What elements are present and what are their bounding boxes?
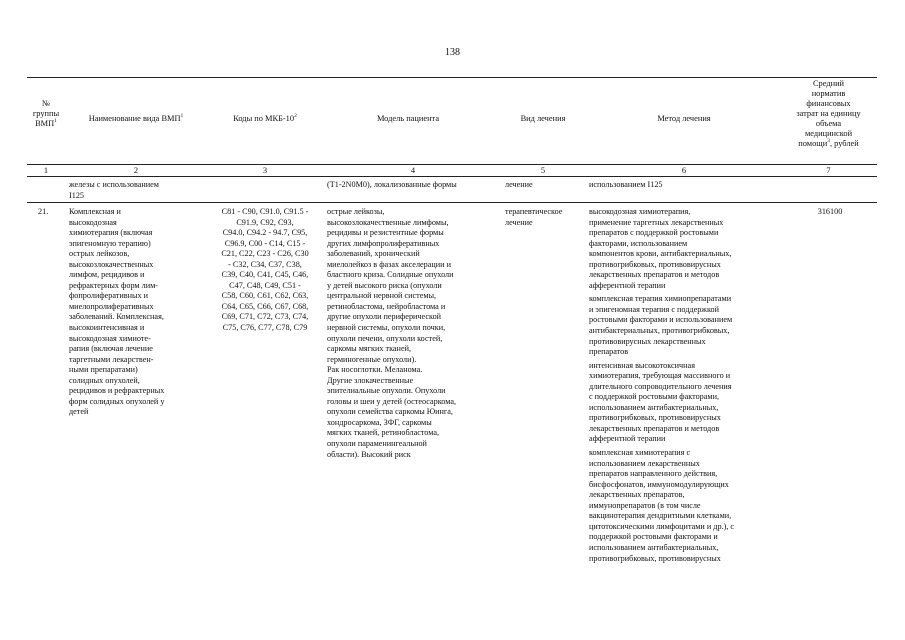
header-group-number-line2: группы [32,109,60,118]
header-mkb-codes: Коды по МКБ-$10^2$ [233,113,297,123]
header-patient-model: Модель пациента [376,114,440,123]
treatment-method-3: интенсивная высокотоксичная химиотерапия, требующая массивного и длительного сопроводительного лечения с поддержкой ростовыми факторами, использованием антибактериальных, противогрибковых, противовирусных лекарственных препаратов и методов афферентной терапии [589,360,732,444]
header-treatment-type: Вид лечения [520,114,566,123]
treatment-method-1: высокодозная химиотерапия, применение таргетных лекарственных препаратов с поддержкой ростовыми факторами, использованием компонентов крови, антибактериальных, противогрибковых, противовирусных лекарственных препаратов и методов афферентной терапии [589,207,732,290]
column-number-6: 6 [681,166,687,175]
row21-norm-cost: 316100 [817,207,843,216]
header-group-number [27,99,65,129]
column-number-4: 4 [410,166,416,175]
treatment-method-4: комплексная химиотерапия с использованием лекарственных препаратов направленного действия, бисфосфонатов, иммуномодулирующих лекарственных препаратов, иммунопрепаратов (в том числе вакцинотерапия дендритными клетками, цитотоксическими лимфоцитами и др.), с поддержкой ростовыми факторами и использованием антибактериальных, противогрибковых, противовирусных [589,448,735,563]
header-vmp-name: Наименование вида ВМП$^1$ [88,113,184,123]
row21-vmp-name: Комплексная и высокодозная химиотерапия (включая эпигеномную терапию) острых лейкозов, высокозлокачественных лимфом, рецидивов и рефрактерных форм лим- фопролиферативных и миелопролиферативных заболеваний. Комплексная, высокоинтенсивная и высокодозная химиоте- рапия (включая лечение таргетными лекарствен- ными препаратами) солидных опухолей, рецидивов и рефрактерных форм солидных опухолей у детей [69,207,165,417]
column-number-3: 3 [262,166,268,175]
column-number-2: 2 [133,166,139,175]
row-separator [27,202,877,203]
continuation-treatment-type: лечение [505,180,533,189]
row21-group-number: 21. [38,207,49,216]
column-number-7: 7 [826,166,831,175]
header-bottom-rule [27,164,877,165]
page-number: 138 [445,47,460,58]
header-norm-cost: Средний норматив финансовых затрат на единицу объема медицинской помощи$^3$, рублей [796,79,861,148]
table-top-rule [27,77,877,78]
continuation-treatment-method: использованием I125 [589,180,663,189]
row21-treatment-methods [589,207,783,567]
treatment-method-2: комплексная терапия химиопрепаратами и эпигеномная терапия с поддержкой ростовыми факторами и использованием антибактериальных, противогрибковых, противовирусных лекарственных препаратов [589,294,733,357]
row21-mkb-codes: C81 - C90, C91.0, C91.5 - C91.9, C92, C93, C94.0, C94.2 - 94.7, C95, C96.9, C00 - C14, C15 - C21, C22, C23 - C26, C30 - C32, C34, C37, C38, C39, C40, C41, C45, C46, C47, C48, C49, C51 - C58, C60, C61, C62, C63, C64, C65, C66, C67, C68, C69, C71, C72, C73, C74, C75, C76, C77, C78, C79 [221,207,309,333]
column-number-1: 1 [43,166,49,175]
header-group-number-line1: № [42,99,50,108]
header-group-number-line3: ВМП$^1$ [35,118,57,128]
column-number-5: 5 [540,166,546,175]
header-treatment-method: Метод лечения [657,114,711,123]
row21-patient-model: острые лейкозы, высокозлокачественные лимфомы, рецидивы и резистентные формы других лимфопролиферативных заболеваний, хронический миелолейкоз в фазах акселерации и бластного криза. Солидные опухоли у детей высокого риска (опухоли центральной нервной системы, ретинобластома, нейробластома и другие опухоли периферической нервной системы, опухоли почки, опухоли печени, опухоли костей, саркомы мягких тканей, герминогенные опухоли). Рак носоглотки. Меланома. Другие злокачественные эпителиальные опухоли. Опухоли головы и шеи у детей (остеосаркома, опухоли семейства саркомы Юинга, хондросаркома, ЗФГ, саркомы мягких тканей, ретинобластома, опухоли параменингеальной области). Высокий риск [327,207,457,459]
column-numbers-rule [27,176,877,177]
continuation-vmp-name: железы с использованием I125 [69,180,159,200]
row21-treatment-type: терапевтическое лечение [505,207,563,227]
continuation-patient-model: (T1-2N0M0), локализованные формы [327,180,457,189]
